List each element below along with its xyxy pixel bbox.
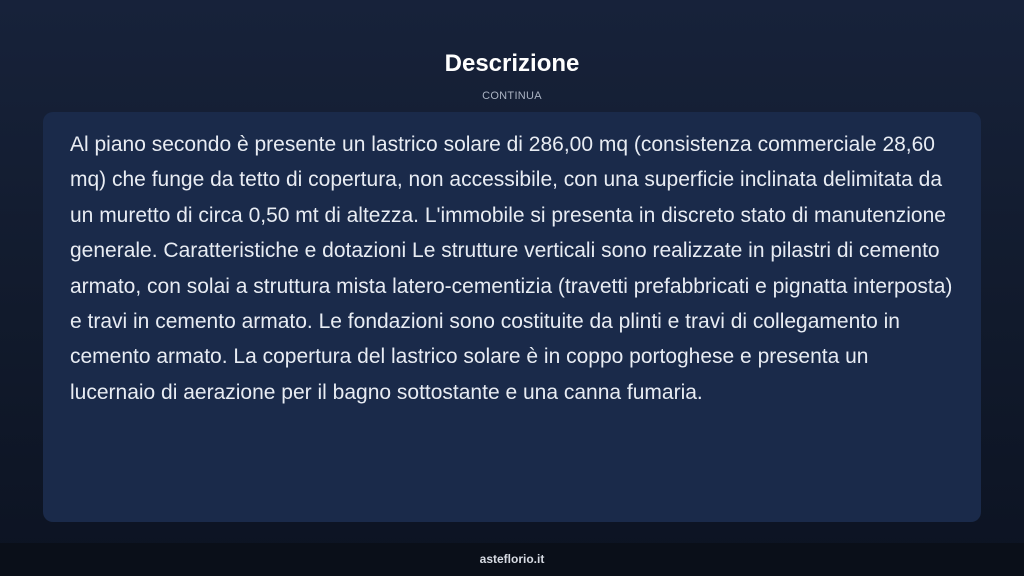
- continue-link[interactable]: CONTINUA: [482, 90, 542, 102]
- footer-bar: [0, 543, 1024, 576]
- page-title: Descrizione: [444, 50, 580, 77]
- description-text: Al piano secondo è presente un lastrico solare di 286,00 mq (consistenza commerciale 28,60 mq) che funge da tetto di copertura, non accessibile, con una superficie inclinata delimitata da un muretto di circa 0,50 mt di altezza. L'immobile si presenta in discreto stato di manutenzione generale. Caratteristiche e dotazioni Le strutture verticali sono realizzate in pilastri di cemento armato, con solai a struttura mista latero-cementizia (travetti prefabbricati e pignatta interposta) e travi in cemento armato. Le fondazioni sono costituite da plinti e travi di collegamento in cemento armato. La copertura del lastrico solare è in coppo portoghese e presenta un lucernaio di aerazione per il bagno sottostante e una canna fumaria.: [70, 133, 953, 404]
- site-link[interactable]: asteflorio.it: [479, 552, 545, 566]
- description-card: [43, 112, 981, 522]
